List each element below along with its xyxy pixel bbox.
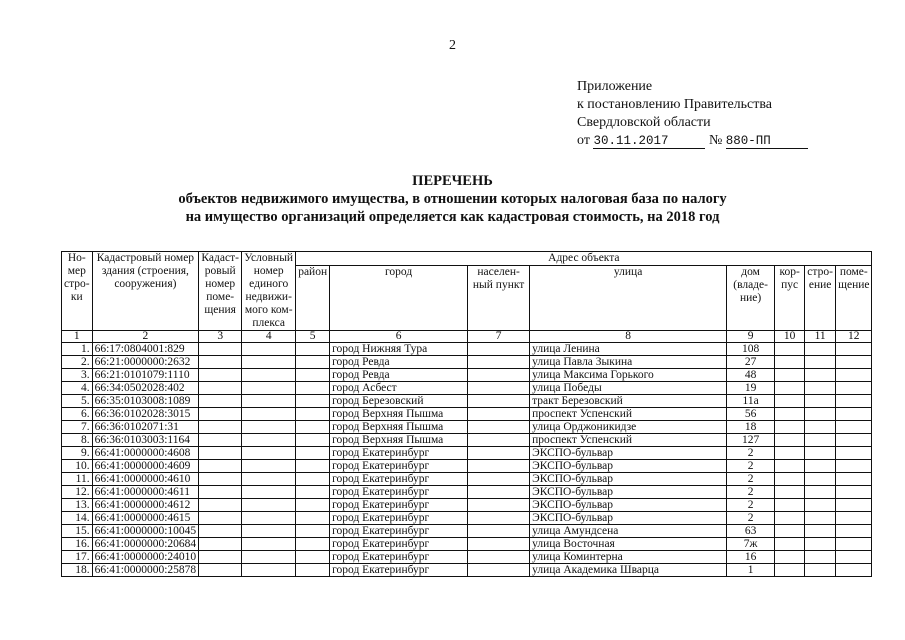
house-cell: 2 [727,473,775,486]
settlement-cell [468,525,530,538]
street-cell: ЭКСПО-бульвар [530,460,727,473]
row-number-cell: 6. [62,408,93,421]
structure-cell [805,538,836,551]
header-district: район [296,266,330,331]
row-number-cell: 2. [62,356,93,369]
building-cell [775,551,805,564]
settlement-cell [468,382,530,395]
table-row [62,434,872,447]
city-cell: город Нижняя Тура [330,343,468,356]
column-number-cell: 9 [727,331,775,343]
column-number-cell: 6 [330,331,468,343]
district-cell [296,473,330,486]
settlement-cell [468,421,530,434]
city-cell: город Ревда [330,356,468,369]
table-row [62,447,872,460]
column-number-cell: 2 [92,331,199,343]
premises-cell [836,382,872,395]
district-cell [296,421,330,434]
city-cell: город Екатеринбург [330,551,468,564]
complex-number-cell [242,343,296,356]
column-number-cell: 10 [775,331,805,343]
district-cell [296,564,330,577]
structure-cell [805,525,836,538]
house-cell: 18 [727,421,775,434]
cadastral-number-cell: 66:36:0102028:3015 [92,408,199,421]
cadastral-number-cell: 66:35:0103008:1089 [92,395,199,408]
header-building: кор-пус [775,266,805,331]
district-cell [296,382,330,395]
premises-cell [836,473,872,486]
cadastral-room-cell [199,395,242,408]
building-cell [775,369,805,382]
cadastral-number-cell: 66:41:0000000:24010 [92,551,199,564]
house-cell: 27 [727,356,775,369]
header-row-number: Но-мер стро-ки [62,252,93,331]
city-cell: город Верхняя Пышма [330,408,468,421]
row-number-cell: 18. [62,564,93,577]
district-cell [296,499,330,512]
cadastral-room-cell [199,369,242,382]
premises-cell [836,356,872,369]
structure-cell [805,421,836,434]
cadastral-number-cell: 66:41:0000000:4615 [92,512,199,525]
premises-cell [836,421,872,434]
cadastral-room-cell [199,499,242,512]
title-line-1: ПЕРЕЧЕНЬ [412,173,493,189]
table-row [62,486,872,499]
settlement-cell [468,447,530,460]
title-line-3: на имущество организаций определяется как кадастровая стоимость, на 2018 год [185,209,720,225]
cadastral-number-cell: 66:34:0502028:402 [92,382,199,395]
house-cell: 2 [727,460,775,473]
street-cell: улица Орджоникидзе [530,421,727,434]
table-row [62,356,872,369]
cadastral-number-cell: 66:41:0000000:25878 [92,564,199,577]
structure-cell [805,408,836,421]
premises-cell [836,512,872,525]
column-number-cell: 4 [242,331,296,343]
property-register-table [61,251,872,577]
house-cell: 2 [727,499,775,512]
cadastral-room-cell [199,538,242,551]
structure-cell [805,486,836,499]
street-cell: проспект Успенский [530,408,727,421]
premises-cell [836,525,872,538]
street-cell: ЭКСПО-бульвар [530,486,727,499]
cadastral-number-cell: 66:41:0000000:4612 [92,499,199,512]
settlement-cell [468,434,530,447]
city-cell: город Ревда [330,369,468,382]
complex-number-cell [242,421,296,434]
structure-cell [805,447,836,460]
district-cell [296,395,330,408]
building-cell [775,434,805,447]
column-number-cell: 5 [296,331,330,343]
settlement-cell [468,343,530,356]
table-row [62,408,872,421]
structure-cell [805,343,836,356]
city-cell: город Екатеринбург [330,512,468,525]
cadastral-number-cell: 66:41:0000000:10045 [92,525,199,538]
street-cell: тракт Березовский [530,395,727,408]
building-cell [775,460,805,473]
city-cell: город Екатеринбург [330,460,468,473]
cadastral-number-cell: 66:41:0000000:4610 [92,473,199,486]
complex-number-cell [242,512,296,525]
cadastral-number-cell: 66:17:0804001:829 [92,343,199,356]
header-settlement: населен-ный пункт [468,266,530,331]
row-number-cell: 3. [62,369,93,382]
city-cell: город Верхняя Пышма [330,434,468,447]
row-number-cell: 4. [62,382,93,395]
city-cell: город Екатеринбург [330,564,468,577]
house-cell: 2 [727,447,775,460]
row-number-cell: 15. [62,525,93,538]
settlement-cell [468,551,530,564]
street-cell: ЭКСПО-бульвар [530,512,727,525]
settlement-cell [468,408,530,421]
table-row [62,460,872,473]
header-premises: поме-щение [836,266,872,331]
table-row [62,382,872,395]
premises-cell [836,343,872,356]
cadastral-room-cell [199,434,242,447]
table-row [62,551,872,564]
building-cell [775,499,805,512]
appendix-date: 30.11.2017 [593,134,669,148]
street-cell: улица Максима Горького [530,369,727,382]
building-cell [775,538,805,551]
district-cell [296,525,330,538]
city-cell: город Екатеринбург [330,499,468,512]
cadastral-number-cell: 66:41:0000000:4609 [92,460,199,473]
settlement-cell [468,356,530,369]
column-number-cell: 7 [468,331,530,343]
column-number-cell: 11 [805,331,836,343]
structure-cell [805,369,836,382]
structure-cell [805,382,836,395]
district-cell [296,447,330,460]
table-row [62,395,872,408]
building-cell [775,486,805,499]
premises-cell [836,564,872,577]
district-cell [296,343,330,356]
building-cell [775,408,805,421]
city-cell: город Верхняя Пышма [330,421,468,434]
settlement-cell [468,369,530,382]
cadastral-room-cell [199,408,242,421]
row-number-cell: 11. [62,473,93,486]
appendix-line-3: Свердловской области [577,115,711,130]
city-cell: город Екатеринбург [330,486,468,499]
complex-number-cell [242,447,296,460]
header-complex-number: Условный номер единого недвижи-мого ком-плекса [242,252,296,331]
appendix-number: 880-ПП [725,134,771,148]
settlement-cell [468,460,530,473]
row-number-cell: 1. [62,343,93,356]
street-cell: улица Павла Зыкина [530,356,727,369]
header-city: город [330,266,468,331]
house-cell: 127 [727,434,775,447]
table-row [62,473,872,486]
cadastral-room-cell [199,382,242,395]
appendix-date-prefix: от [577,133,590,148]
table-row [62,369,872,382]
complex-number-cell [242,551,296,564]
city-cell: город Екатеринбург [330,525,468,538]
cadastral-number-cell: 66:21:0000000:2632 [92,356,199,369]
settlement-cell [468,564,530,577]
district-cell [296,486,330,499]
street-cell: ЭКСПО-бульвар [530,499,727,512]
structure-cell [805,512,836,525]
premises-cell [836,447,872,460]
cadastral-number-cell: 66:36:0103003:1164 [92,434,199,447]
document-title [0,172,905,226]
street-cell: улица Ленина [530,343,727,356]
street-cell: улица Коминтерна [530,551,727,564]
cadastral-number-cell: 66:41:0000000:4611 [92,486,199,499]
cadastral-room-cell [199,564,242,577]
premises-cell [836,434,872,447]
district-cell [296,460,330,473]
street-cell: улица Восточная [530,538,727,551]
table-row [62,538,872,551]
structure-cell [805,434,836,447]
premises-cell [836,538,872,551]
structure-cell [805,499,836,512]
cadastral-room-cell [199,343,242,356]
cadastral-room-cell [199,486,242,499]
building-cell [775,564,805,577]
complex-number-cell [242,486,296,499]
column-number-cell: 8 [530,331,727,343]
district-cell [296,434,330,447]
row-number-cell: 10. [62,460,93,473]
table-row [62,525,872,538]
cadastral-number-cell: 66:41:0000000:20684 [92,538,199,551]
district-cell [296,512,330,525]
district-cell [296,551,330,564]
cadastral-room-cell [199,356,242,369]
city-cell: город Екатеринбург [330,447,468,460]
building-cell [775,473,805,486]
street-cell: проспект Успенский [530,434,727,447]
building-cell [775,512,805,525]
house-cell: 2 [727,486,775,499]
street-cell: ЭКСПО-бульвар [530,447,727,460]
house-cell: 11а [727,395,775,408]
row-number-cell: 17. [62,551,93,564]
premises-cell [836,486,872,499]
cadastral-room-cell [199,473,242,486]
settlement-cell [468,538,530,551]
complex-number-cell [242,564,296,577]
column-number-cell: 1 [62,331,93,343]
settlement-cell [468,512,530,525]
complex-number-cell [242,473,296,486]
column-numbers-row [62,331,872,343]
complex-number-cell [242,356,296,369]
settlement-cell [468,499,530,512]
cadastral-room-cell [199,421,242,434]
complex-number-cell [242,525,296,538]
house-cell: 16 [727,551,775,564]
cadastral-room-cell [199,551,242,564]
complex-number-cell [242,382,296,395]
appendix-number-prefix: № [708,133,723,148]
district-cell [296,538,330,551]
cadastral-room-cell [199,447,242,460]
structure-cell [805,356,836,369]
building-cell [775,382,805,395]
header-street: улица [530,266,727,331]
city-cell: город Екатеринбург [330,473,468,486]
header-cadastral-building: Кадастровый номер здания (строения, сооружения) [92,252,199,331]
house-cell: 108 [727,343,775,356]
table-body [62,343,872,577]
table-row [62,421,872,434]
cadastral-number-cell: 66:21:0101079:1110 [92,369,199,382]
house-cell: 19 [727,382,775,395]
structure-cell [805,551,836,564]
appendix-block [577,78,808,150]
cadastral-room-cell [199,525,242,538]
structure-cell [805,460,836,473]
city-cell: город Екатеринбург [330,538,468,551]
appendix-line-1: Приложение [577,79,653,94]
premises-cell [836,395,872,408]
premises-cell [836,460,872,473]
complex-number-cell [242,499,296,512]
street-cell: улица Академика Шварца [530,564,727,577]
row-number-cell: 12. [62,486,93,499]
table-row [62,499,872,512]
district-cell [296,369,330,382]
table-row [62,343,872,356]
appendix-date-line [577,132,808,150]
house-cell: 1 [727,564,775,577]
row-number-cell: 5. [62,395,93,408]
premises-cell [836,369,872,382]
column-number-cell: 3 [199,331,242,343]
row-number-cell: 14. [62,512,93,525]
row-number-cell: 13. [62,499,93,512]
street-cell: ЭКСПО-бульвар [530,473,727,486]
settlement-cell [468,395,530,408]
house-cell: 63 [727,525,775,538]
cadastral-number-cell: 66:41:0000000:4608 [92,447,199,460]
premises-cell [836,408,872,421]
structure-cell [805,473,836,486]
row-number-cell: 9. [62,447,93,460]
district-cell [296,408,330,421]
page-number: 2 [449,38,456,53]
table-header [62,252,872,343]
building-cell [775,395,805,408]
appendix-line-2: к постановлению Правительства [577,97,773,112]
house-cell: 56 [727,408,775,421]
header-house: дом (владе-ние) [727,266,775,331]
city-cell: город Березовский [330,395,468,408]
cadastral-room-cell [199,512,242,525]
premises-cell [836,499,872,512]
appendix-date-underline [593,134,705,149]
header-structure: стро-ение [805,266,836,331]
header-address: Адрес объекта [296,252,872,266]
building-cell [775,356,805,369]
appendix-number-underline [726,134,808,149]
house-cell: 2 [727,512,775,525]
complex-number-cell [242,538,296,551]
row-number-cell: 16. [62,538,93,551]
district-cell [296,356,330,369]
table-row [62,564,872,577]
complex-number-cell [242,395,296,408]
header-cadastral-room: Кадаст-ровый номер поме-щения [199,252,242,331]
premises-cell [836,551,872,564]
house-cell: 7ж [727,538,775,551]
settlement-cell [468,486,530,499]
building-cell [775,343,805,356]
title-line-2: объектов недвижимого имущества, в отношении которых налоговая база по налогу [178,191,727,207]
column-number-cell: 12 [836,331,872,343]
complex-number-cell [242,434,296,447]
row-number-cell: 8. [62,434,93,447]
complex-number-cell [242,408,296,421]
complex-number-cell [242,369,296,382]
building-cell [775,421,805,434]
complex-number-cell [242,460,296,473]
table-row [62,512,872,525]
settlement-cell [468,473,530,486]
structure-cell [805,395,836,408]
row-number-cell: 7. [62,421,93,434]
building-cell [775,525,805,538]
cadastral-room-cell [199,460,242,473]
structure-cell [805,564,836,577]
house-cell: 48 [727,369,775,382]
cadastral-number-cell: 66:36:0102071:31 [92,421,199,434]
building-cell [775,447,805,460]
street-cell: улица Победы [530,382,727,395]
street-cell: улица Амундсена [530,525,727,538]
city-cell: город Асбест [330,382,468,395]
